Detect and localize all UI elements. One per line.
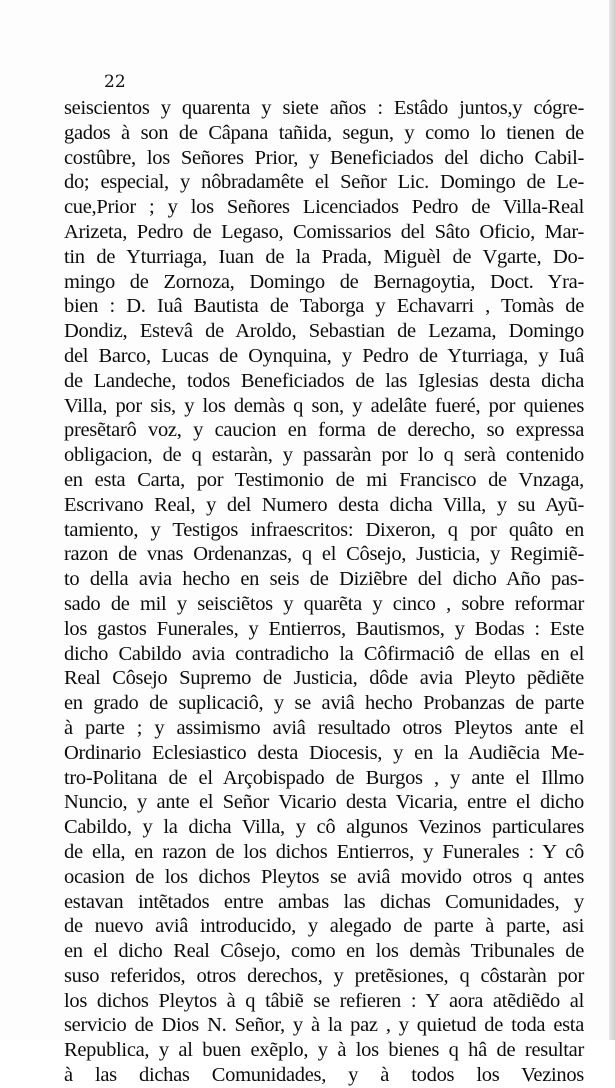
text-line: Arizeta, Pedro de Legaso, Comissarios del Sâto Oficio, Mar- [64, 220, 584, 243]
text-line: mingo de Zornoza, Domingo de Bernagoytia, Doct. Yra- [64, 270, 584, 293]
text-line: Nuncio, y ante el Señor Vicario desta Vicaria, entre el dicho [64, 791, 584, 814]
text-line: dicho Cabildo avia contradicho la Côfirmaciô de ellas en el [64, 642, 584, 665]
text-line: de ella, en razon de los dichos Entierros, y Funerales : Y cô [64, 840, 584, 863]
text-line: del Barco, Lucas de Oynquina, y Pedro de Yturriaga, y Iuâ [64, 344, 584, 367]
text-line: Cabildo, y la dicha Villa, y cô algunos Vezinos particulares [64, 816, 584, 839]
page-number: 22 [104, 72, 126, 92]
text-line: suso referidos, otros derechos, y pretẽsiones, q côstaràn por [64, 964, 584, 987]
text-line: à parte ; y assimismo aviâ resultado otros Pleytos ante el [64, 716, 584, 739]
text-line: do; especial, y nôbradamête el Señor Lic. Domingo de Le- [64, 171, 584, 194]
page-edge-shadow [609, 0, 615, 1040]
text-line: tro-Politana de el Arçobispado de Burgos , y ante el Illmo [64, 766, 584, 789]
text-line: en grado de suplicaciô, y se aviâ hecho Probanzas de parte [64, 692, 584, 715]
text-line: en el dicho Real Côsejo, como en los demàs Tribunales de [64, 940, 584, 963]
text-line: obligacion, de q estaràn, y passaràn por lo q serà contenido [64, 444, 584, 467]
text-line: costûbre, los Señores Prior, y Beneficiados del dicho Cabil- [64, 146, 584, 169]
text-line: sado de mil y seisciẽtos y quarẽta y cinco , sobre reformar [64, 592, 584, 615]
text-line: los dichos Pleytos à q tâbiẽ se refieren : Y aora atẽdiẽdo al [64, 989, 584, 1012]
text-line: cue,Prior ; y los Señores Licenciados Pedro de Villa-Real [64, 196, 584, 219]
text-line: servicio de Dios N. Señor, y à la paz , y quietud de toda esta [64, 1014, 584, 1037]
text-line: Real Côsejo Supremo de Justicia, dôde avia Pleyto pẽdiẽte [64, 667, 584, 690]
text-line: bien : D. Iuâ Bautista de Taborga y Echavarri , Tomàs de [64, 295, 584, 318]
text-line: Dondiz, Estevâ de Aroldo, Sebastian de Lezama, Domingo [64, 320, 584, 343]
text-line: de nuevo aviâ introducido, y alegado de parte à parte, asi [64, 915, 584, 938]
text-line: de Landeche, todos Beneficiados de las Iglesias desta dicha [64, 369, 584, 392]
text-line: ocasion de los dichos Pleytos se aviâ movido otros q antes [64, 865, 584, 888]
text-line: seiscientos y quarenta y siete años : Estâdo juntos,y cógre- [64, 97, 584, 119]
text-line: Villa, por sis, y los demàs q son, y adelâte fueré, por quienes [64, 394, 584, 417]
text-line: en esta Carta, por Testimonio de mi Francisco de Vnzaga, [64, 468, 584, 491]
text-line: estavan intẽtados entre ambas las dichas Comunidades, y [64, 890, 584, 913]
body-text [64, 96, 584, 1088]
text-line: Ordinario Eclesiastico desta Diocesis, y en la Audiẽcia Me- [64, 741, 584, 764]
text-line: razon de vnas Ordenanzas, q el Côsejo, Justicia, y Regimiẽ- [64, 543, 584, 566]
text-line: tamiento, y Testigos infraescritos: Dixeron, q por quâto en [64, 518, 584, 541]
text-line: gados à son de Câpana tañida, segun, y como lo tienen de [64, 121, 584, 144]
text-line: los gastos Funerales, y Entierros, Bautismos, y Bodas : Este [64, 617, 584, 640]
text-line: to della avia hecho en seis de Diziẽbre del dicho Año pas- [64, 568, 584, 591]
text-line: Escrivano Real, y del Numero desta dicha Villa, y su Ayũ- [64, 493, 584, 516]
text-line: à las dichas Comunidades, y à todos los Vezinos [64, 1064, 584, 1087]
text-line: presẽtarô voz, y caucion en forma de derecho, so expressa [64, 419, 584, 442]
text-line: tin de Yturriaga, Iuan de la Prada, Miguèl de Vgarte, Do- [64, 245, 584, 268]
text-line: Republica, y al buen exẽplo, y à los bienes q hâ de resultar [64, 1039, 584, 1062]
